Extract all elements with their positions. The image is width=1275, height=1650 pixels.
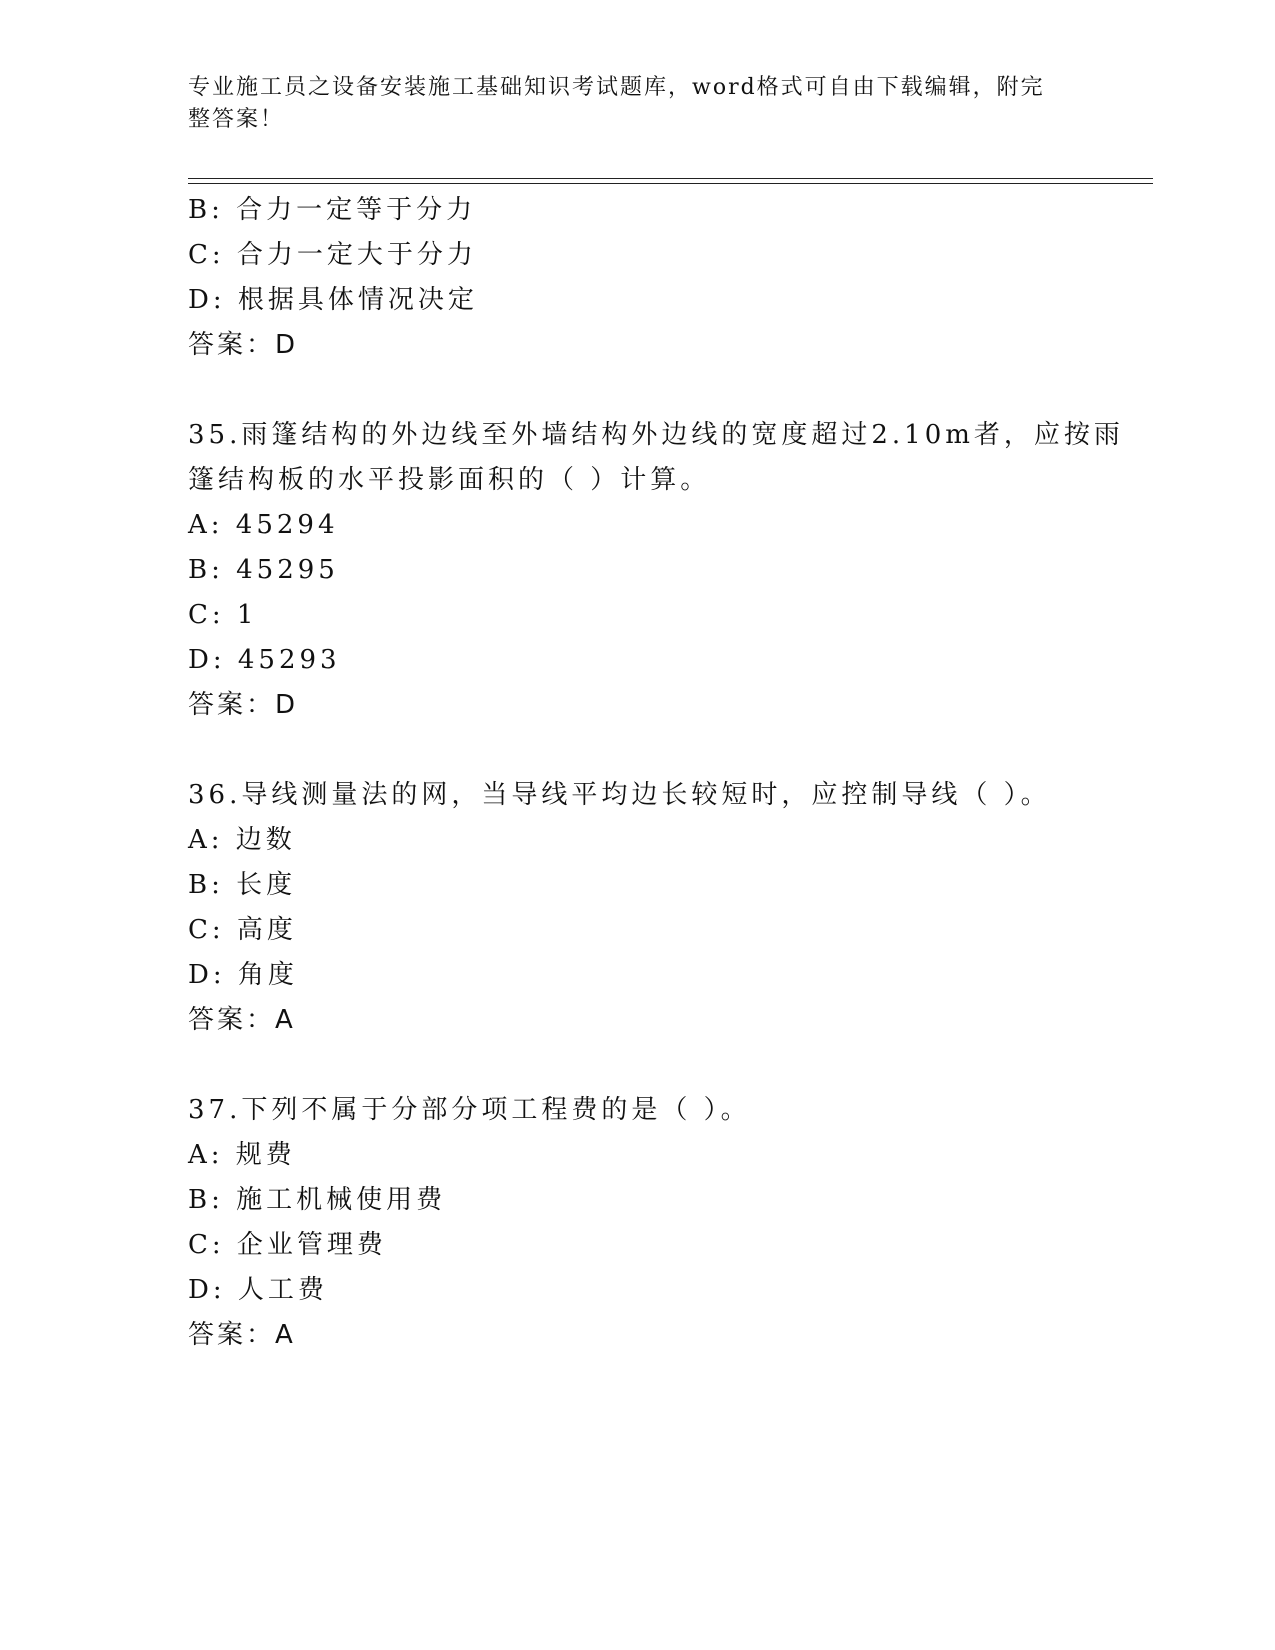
- option-b: B: 合力一定等于分力: [188, 195, 477, 225]
- option-b: B: 45295: [188, 555, 339, 585]
- question-35-stem-line-2: 篷结构板的水平投影面积的（ ）计算。: [188, 465, 711, 495]
- header-line-2: 整答案！: [188, 107, 285, 132]
- answer-label: 答案：A: [188, 1005, 296, 1035]
- option-b: B: 施工机械使用费: [188, 1185, 447, 1215]
- option-d: D: 根据具体情况决定: [188, 285, 478, 315]
- question-35-stem-line-1: 35.雨篷结构的外边线至外墙结构外边线的宽度超过2.10m者，应按雨: [188, 420, 1124, 450]
- header-divider-top: [188, 178, 1153, 179]
- answer-label: 答案：A: [188, 1320, 296, 1350]
- option-a: A: 45294: [188, 510, 339, 540]
- header-line-1: 专业施工员之设备安装施工基础知识考试题库，word格式可自由下载编辑，附完: [188, 75, 1045, 100]
- answer-label: 答案：D: [188, 690, 299, 720]
- answer-label: 答案：D: [188, 330, 299, 360]
- option-a: A: 边数: [188, 825, 296, 855]
- option-c: C: 1: [188, 600, 258, 630]
- option-c: C: 企业管理费: [188, 1230, 387, 1260]
- option-b: B: 长度: [188, 870, 297, 900]
- option-a: A: 规费: [188, 1140, 296, 1170]
- option-c: C: 合力一定大于分力: [188, 240, 477, 270]
- option-d: D: 角度: [188, 960, 298, 990]
- document-header: [188, 72, 1068, 136]
- option-d: D: 人工费: [188, 1275, 328, 1305]
- question-36-stem: 36.导线测量法的网，当导线平均边长较短时，应控制导线（ ）。: [188, 780, 1051, 810]
- question-37-stem: 37.下列不属于分部分项工程费的是（ ）。: [188, 1095, 751, 1125]
- header-divider-bottom: [188, 183, 1153, 184]
- option-d: D: 45293: [188, 645, 341, 675]
- option-c: C: 高度: [188, 915, 297, 945]
